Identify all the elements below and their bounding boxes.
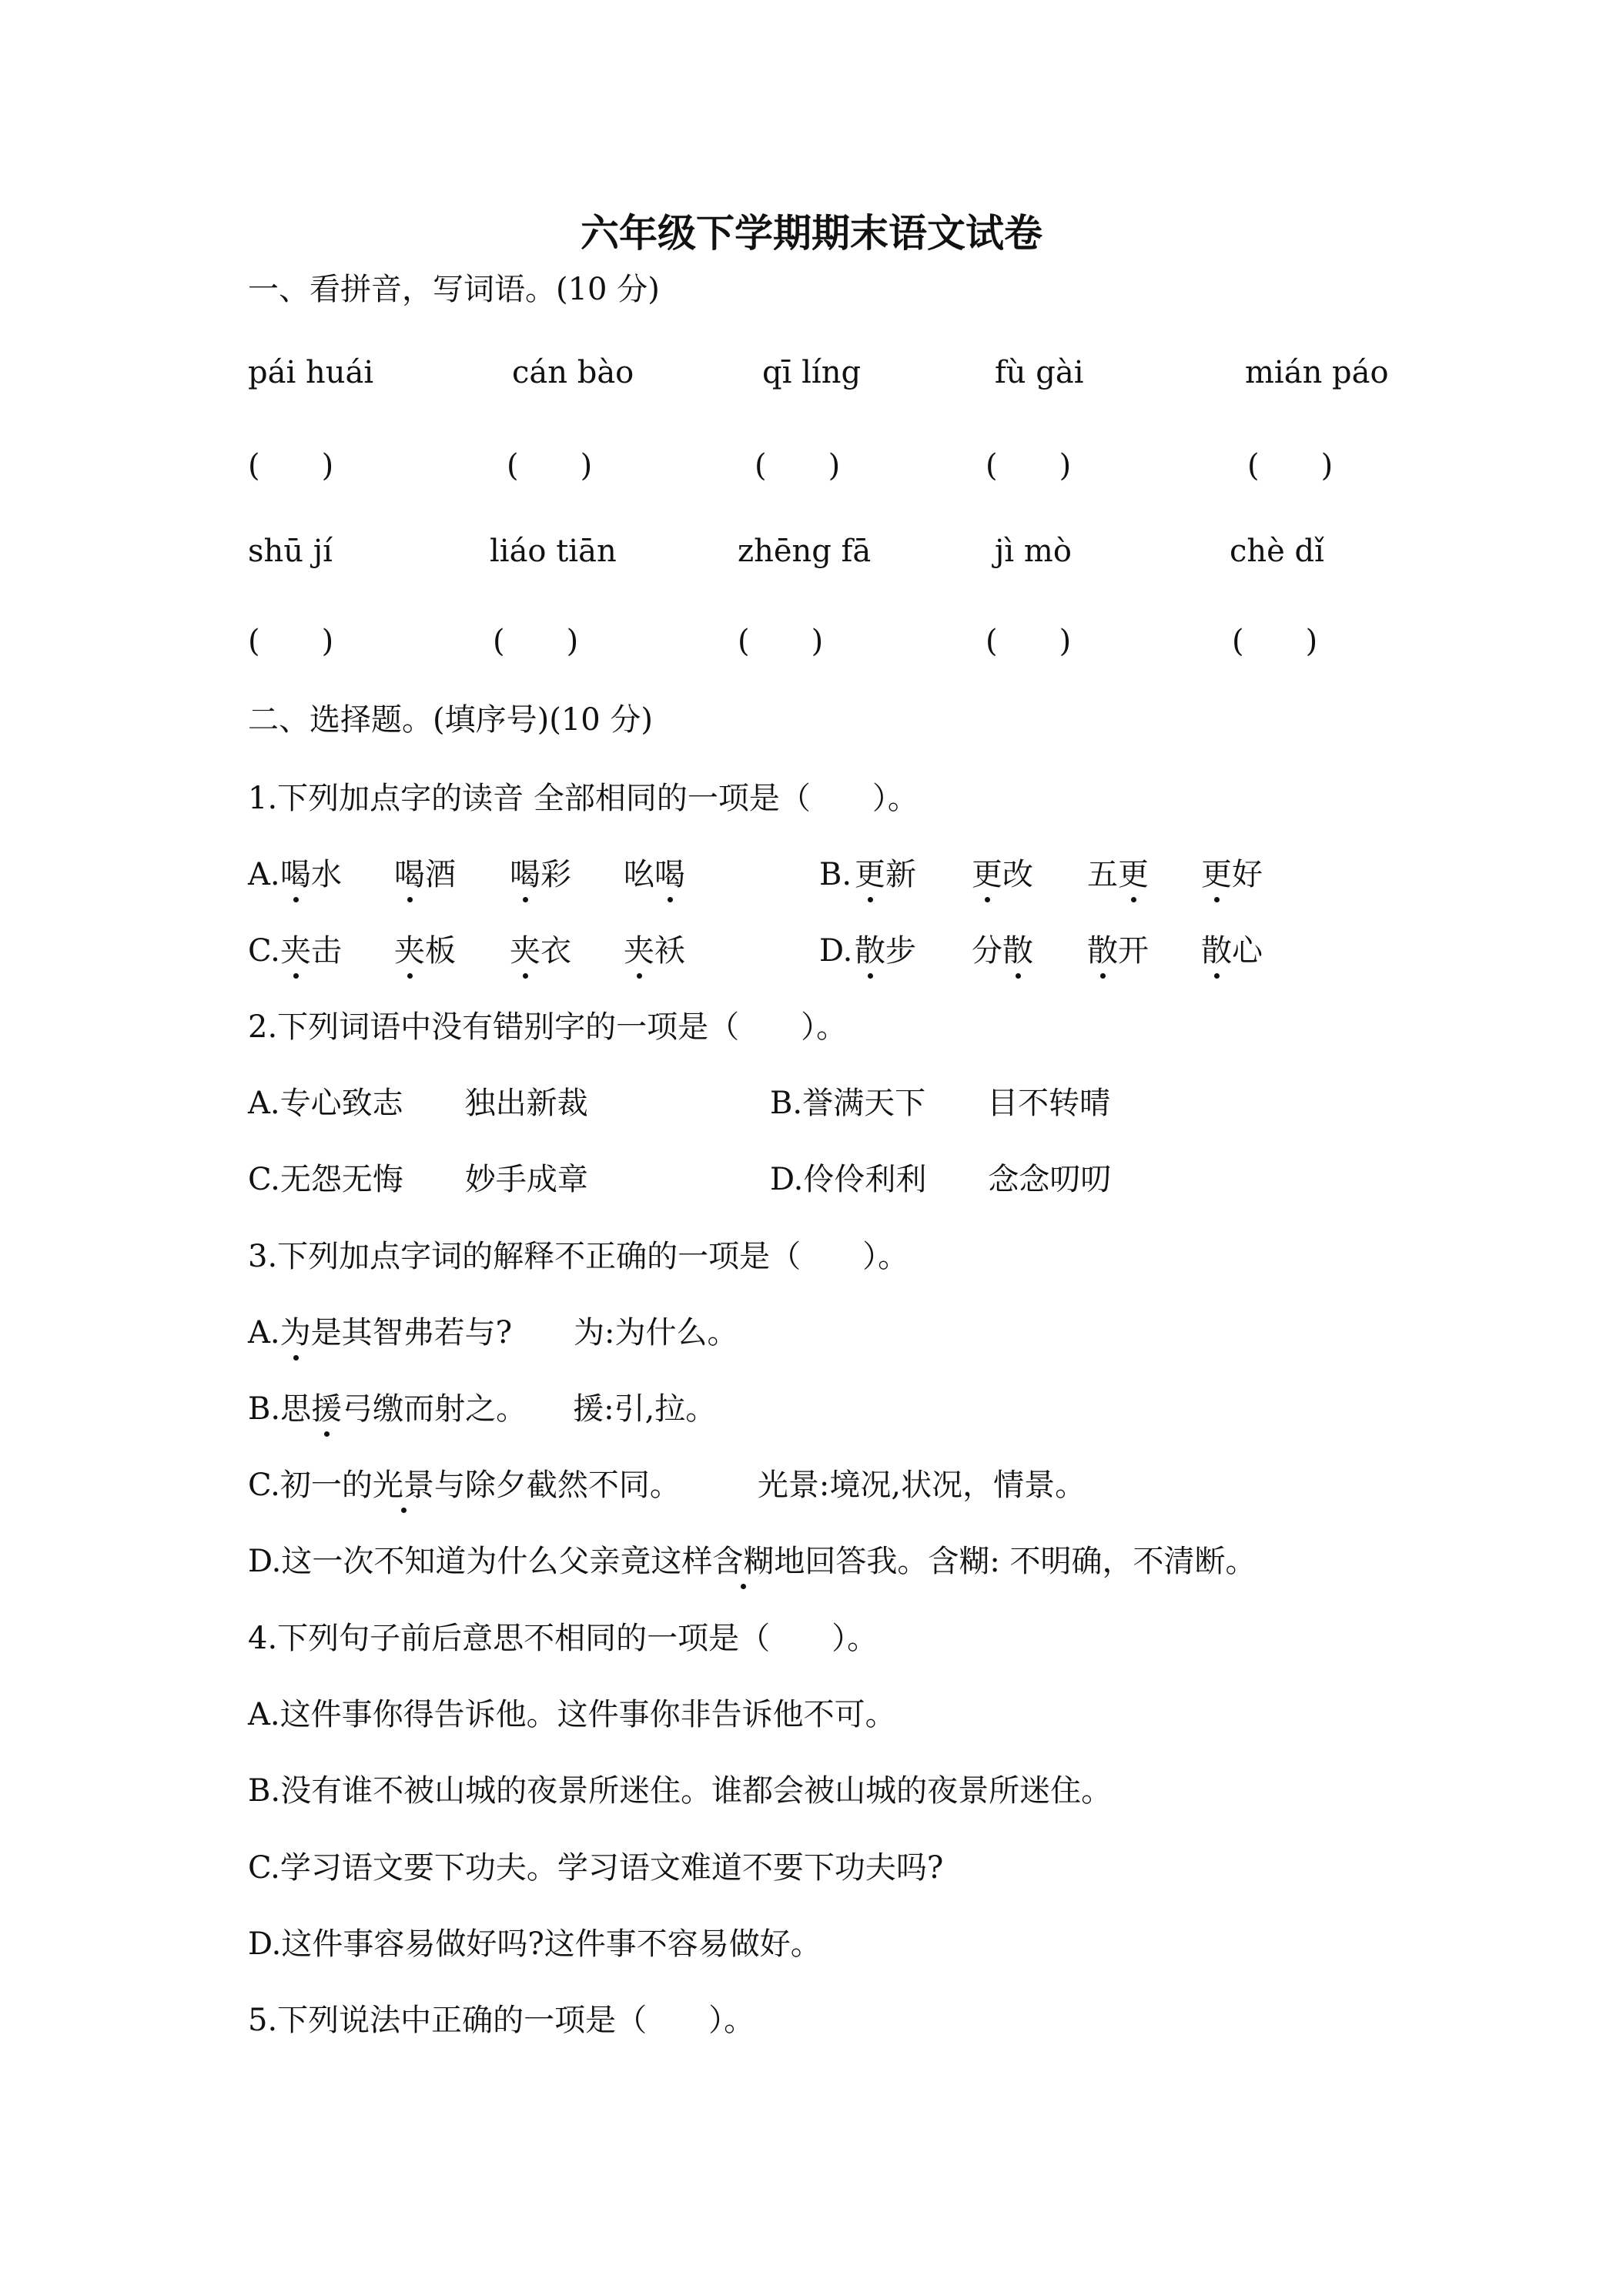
dotted-char: 为: [280, 1311, 311, 1354]
pinyin-item: mián páo: [1245, 355, 1389, 390]
question-4-option-a: A.这件事你得告诉他。这件事你非告诉他不可。: [248, 1697, 896, 1732]
dotted-char: 光景: [373, 1464, 434, 1507]
question-4-stem: 4.下列句子前后意思不相同的一项是（ ）。: [248, 1621, 878, 1656]
dotted-char: 喝: [280, 853, 311, 896]
option-word: 夹板: [394, 929, 456, 972]
dotted-char: 更: [972, 853, 1002, 896]
option-word: 更改: [972, 853, 1033, 896]
dotted-char: 喝: [394, 853, 425, 896]
pinyin-item: zhēng fā: [738, 534, 872, 569]
question-4-option-b: B.没有谁不被山城的夜景所迷住。谁都会被山城的夜景所迷住。: [248, 1773, 1113, 1809]
option-text: 是其智弗若与? 为:为什么。: [310, 1315, 738, 1350]
option-label: B.: [819, 857, 852, 892]
dotted-char: 夹: [394, 929, 425, 972]
pinyin-item: pái huái: [248, 355, 374, 390]
pinyin-item: fù gài: [995, 355, 1084, 390]
dotted-char: 喝: [654, 853, 685, 896]
answer-blank[interactable]: ( ): [738, 624, 824, 659]
section1-heading: 一、看拼音，写词语。(10 分): [248, 272, 660, 307]
option-word: 夹衣: [510, 929, 571, 972]
option-text: B.思: [248, 1391, 312, 1427]
answer-blank[interactable]: ( ): [986, 448, 1072, 484]
dotted-char: 更: [1118, 853, 1149, 896]
pinyin-item: jì mò: [995, 534, 1072, 569]
pinyin-item: qī líng: [762, 355, 862, 390]
answer-blank[interactable]: ( ): [248, 624, 334, 659]
option-word: 散开: [1087, 929, 1149, 972]
dotted-char: 更: [1201, 853, 1232, 896]
question-4-option-c: C.学习语文要下功夫。学习语文难道不要下功夫吗?: [248, 1850, 944, 1886]
question-2-stem: 2.下列词语中没有错别字的一项是（ ）。: [248, 1009, 848, 1045]
option-word: 散心: [1201, 929, 1263, 972]
option-text: D.这一次不知道为什么父亲竟这样: [248, 1544, 713, 1579]
question-3-option-c: [248, 1464, 1086, 1507]
option-text: C.初一的: [248, 1468, 373, 1503]
option-label: C.: [248, 933, 280, 969]
option-word: 吆喝: [624, 853, 685, 896]
option-word: 散步: [855, 929, 916, 972]
answer-blank[interactable]: ( ): [248, 448, 334, 484]
answer-blank[interactable]: ( ): [507, 448, 593, 484]
dotted-char: 散: [1087, 929, 1118, 972]
question-1-stem: 1.下列加点字的读音 全部相同的一项是（ ）。: [248, 781, 919, 816]
dotted-char: 夹: [280, 929, 311, 972]
dotted-char: 更: [855, 853, 885, 896]
question-3-option-d: [248, 1540, 1257, 1583]
dotted-char: 散: [855, 929, 885, 972]
dotted-char: 夹: [510, 929, 540, 972]
question-2-option-d: D.伶伶利利 念念叨叨: [770, 1162, 1112, 1197]
dotted-char: 散: [1201, 929, 1232, 972]
option-word: 更新: [855, 853, 916, 896]
question-3-stem: 3.下列加点字词的解释不正确的一项是（ ）。: [248, 1239, 909, 1274]
option-word: 喝酒: [394, 853, 456, 896]
option-text: A.: [248, 1315, 280, 1350]
question-5-stem: 5.下列说法中正确的一项是（ ）。: [248, 2003, 755, 2038]
answer-blank[interactable]: ( ): [493, 624, 579, 659]
answer-blank[interactable]: ( ): [986, 624, 1072, 659]
option-text: 与除夕截然不同。 光景:境况,状况，情景。: [433, 1468, 1086, 1503]
option-word: 夹袄: [624, 929, 685, 972]
dotted-char: 援: [311, 1387, 342, 1431]
question-3-option-a: [248, 1311, 738, 1354]
option-word: 夹击: [280, 929, 342, 972]
answer-blank[interactable]: ( ): [755, 448, 841, 484]
question-4-option-d: D.这件事容易做好吗?这件事不容易做好。: [248, 1926, 822, 1962]
option-text: 地回答我。含糊: 不明确，不清断。: [774, 1544, 1257, 1579]
option-label: A.: [248, 857, 280, 892]
option-label: D.: [819, 933, 853, 969]
option-word: 喝水: [280, 853, 342, 896]
answer-blank[interactable]: ( ): [1232, 624, 1318, 659]
option-word: 更好: [1201, 853, 1263, 896]
pinyin-item: cán bào: [512, 355, 634, 390]
dotted-char: 夹: [624, 929, 654, 972]
option-word: 分散: [972, 929, 1033, 972]
option-word: 喝彩: [510, 853, 571, 896]
option-text: 弓缴而射之。 援:引,拉。: [342, 1391, 717, 1427]
dotted-char: 喝: [510, 853, 540, 896]
pinyin-item: shū jí: [248, 534, 333, 569]
section2-heading: 二、选择题。(填序号)(10 分): [248, 702, 654, 738]
question-2-option-c: C.无怨无悔 妙手成章: [248, 1162, 588, 1197]
question-3-option-b: [248, 1387, 716, 1431]
pinyin-item: liáo tiān: [490, 534, 617, 569]
question-2-option-b: B.誉满天下 目不转晴: [770, 1086, 1111, 1121]
exam-title: 六年级下学期期末语文试卷: [581, 210, 1042, 256]
pinyin-item: chè dǐ: [1230, 534, 1324, 569]
answer-blank[interactable]: ( ): [1247, 448, 1334, 484]
dotted-char: 含糊: [712, 1540, 774, 1583]
question-2-option-a: A.专心致志 独出新裁: [248, 1086, 588, 1121]
option-word: 五更: [1087, 853, 1149, 896]
dotted-char: 散: [1002, 929, 1033, 972]
